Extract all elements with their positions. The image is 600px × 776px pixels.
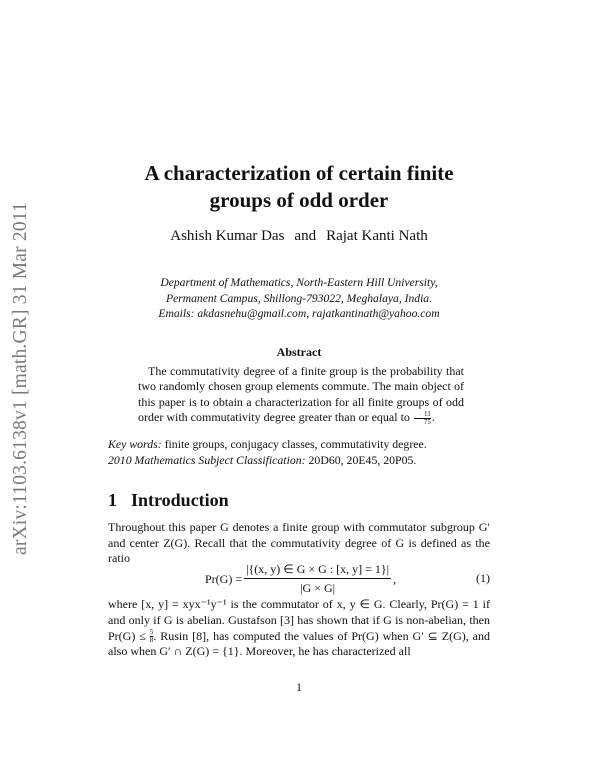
intro-paragraph-2-b: . Rusin [8], has computed the values of Pr(G) when G′ ⊆ Z(G), and also when G′ ∩ Z(G) = {1}. Moreover, he has characterized all [108,628,491,659]
abstract-fraction [414,411,431,426]
affiliation-line-2: Permanent Campus, Shillong-793022, Meghalaya, India. [166,291,432,305]
keywords-label: Key words: [108,437,162,451]
equation-body [205,562,396,596]
abstract-frac-den: 75 [423,417,431,426]
keywords-text: finite groups, conjugacy classes, commutativity degree. [164,437,427,451]
affiliation-line-1: Department of Mathematics, North-Eastern Hill University, [160,276,438,289]
affiliation-emails: Emails: akdasnehu@gmail.com, rajatkantinath@yahoo.com [158,307,440,320]
frac58-den: 8 [149,636,154,645]
author-1: Ashish Kumar Das [170,228,285,244]
section-title: Introduction [131,490,229,510]
author-separator: and [294,228,317,244]
equation-comma: , [393,571,397,586]
section-number: 1 [108,490,117,510]
keywords-block [108,436,490,468]
intro-paragraph-2-a: where [x, y] = xyx⁻¹y⁻¹ is the commutator of x, y ∈ G. Clearly, Pr(G) = 1 if and only if G is abelian. Gustafson [3] has shown that if G is non-abelian, then Pr(G) ≤ [108,597,490,643]
equation-denominator: |G × G| [300,581,336,595]
arxiv-identifier: arXiv:1103.6138v1 [math.GR] 31 Mar 2011 [10,202,31,555]
equation-label: (1) [476,571,490,585]
title-line-2: groups of odd order [209,188,389,212]
page-number: 1 [296,680,302,694]
equation-1 [108,562,490,598]
paper-title [108,160,490,214]
msc-label: 2010 Mathematics Subject Classification: [108,453,306,467]
abstract-text: The commutativity degree of a finite group is the probability that two randomly chosen group elements commute. The main object of this paper is to obtain a characterization for all finite groups of odd order with commutativity degree greater than or equal to [138,364,464,425]
equation-lhs: Pr(G) = [205,571,243,586]
msc-line [108,452,490,468]
intro-paragraph-1: Throughout this paper G denotes a finite group with commutator subgroup G′ and center Z(G). Recall that the commutativity degree of G is defined as the ratio [108,520,490,566]
affiliation [108,275,490,322]
abstract-body: The commutativity degree of a finite group is the probability that two randomly chosen group elements commute. The main object of this paper is to obtain a characterization for all finite groups of odd order with commutativity degree greater than or equal to $\frac{11}{75}$ . [138,364,464,426]
frac58-num: 5 [149,628,154,637]
equation-numerator: |{(x, y) ∈ G × G : [x, y] = 1}| [244,562,391,579]
abstract-heading: Abstract [276,345,322,359]
msc-text: 20D60, 20E45, 20P05. [308,453,417,467]
authors [108,228,490,245]
author-2: Rajat Kanti Nath [326,228,428,244]
section-heading [108,490,229,511]
title-line-1: A characterization of certain finite [144,161,454,185]
intro-paragraph-2 [108,597,490,660]
keywords-line [108,436,490,452]
equation-fraction [244,562,391,596]
abstract-frac-num: 11 [414,411,431,419]
